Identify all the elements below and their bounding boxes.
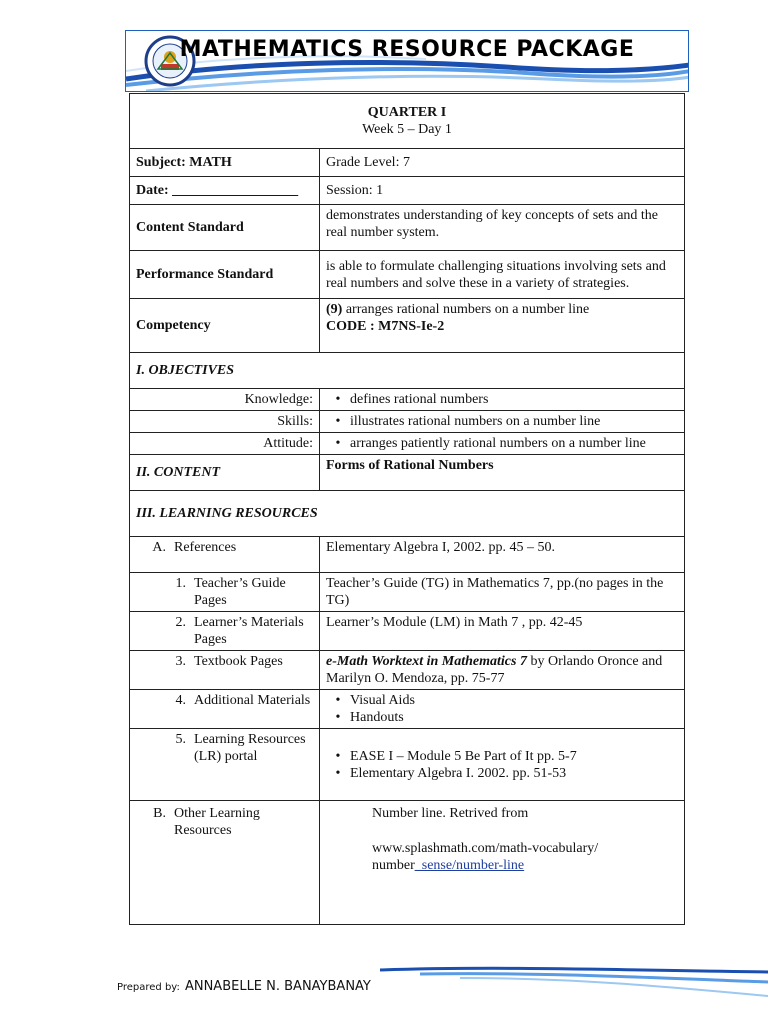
date-cell: Date: __________________	[130, 177, 320, 205]
lr-portal-label-cell	[130, 729, 320, 801]
week-day-label: Week 5 – Day 1	[362, 122, 452, 137]
additional-materials-cell	[320, 690, 685, 729]
additional-materials-label-cell	[130, 690, 320, 729]
attitude-text: arranges patiently rational numbers on a number line	[350, 436, 646, 451]
bullet-icon: •	[335, 414, 341, 429]
lr-portal-item: EASE I – Module 5 Be Part of It pp. 5-7	[350, 748, 577, 764]
other-resources-url-text: number	[372, 858, 415, 873]
teachers-guide-label: Teacher’s Guide Pages	[194, 576, 286, 608]
list-number: 2.	[175, 615, 186, 630]
learners-materials-label: Learner’s Materials Pages	[194, 615, 304, 647]
attitude-cell	[320, 433, 685, 455]
session-cell: Session: 1	[320, 177, 685, 205]
lr-portal-cell	[320, 729, 685, 801]
bullet-icon: •	[335, 710, 341, 725]
list-number: 1.	[175, 576, 186, 591]
bullet-icon: •	[335, 436, 341, 451]
content-standard-value: demonstrates understanding of key concepts of sets and the real number system.	[320, 205, 685, 251]
references-label: References	[174, 540, 237, 555]
learners-materials-value: Learner’s Module (LM) in Math 7 , pp. 42-45	[320, 612, 685, 651]
grade-level-cell: Grade Level: 7	[320, 149, 685, 177]
skills-label: Skills:	[130, 411, 320, 433]
other-resources-label-cell	[130, 801, 320, 925]
learning-resources-heading: III. LEARNING RESOURCES	[130, 491, 685, 537]
other-resources-line1: Number line. Retrived from	[372, 806, 529, 821]
bullet-icon: •	[335, 748, 341, 764]
knowledge-text: defines rational numbers	[350, 392, 489, 407]
quarter-label: QUARTER I	[367, 105, 447, 120]
textbook-title: e-Math Worktext in Mathematics 7	[326, 654, 527, 669]
additional-item: Handouts	[350, 710, 404, 725]
bullet-icon: •	[335, 765, 341, 781]
learners-materials-label-cell	[130, 612, 320, 651]
knowledge-cell	[320, 389, 685, 411]
bullet-icon: •	[335, 392, 341, 407]
knowledge-label: Knowledge:	[130, 389, 320, 411]
references-value: Elementary Algebra I, 2002. pp. 45 – 50.	[320, 537, 685, 573]
textbook-value	[320, 651, 685, 690]
skills-cell	[320, 411, 685, 433]
performance-standard-label: Performance Standard	[130, 251, 320, 299]
other-resources-marker: B.	[153, 806, 166, 821]
teachers-guide-label-cell	[130, 573, 320, 612]
competency-number: (9)	[326, 302, 343, 317]
content-standard-label: Content Standard	[130, 205, 320, 251]
additional-item: Visual Aids	[350, 693, 415, 708]
performance-standard-value: is able to formulate challenging situations involving sets and real numbers and solve these in a variety of strategies.	[320, 251, 685, 299]
other-resources-url-line1: www.splashmath.com/math-vocabulary/	[372, 841, 599, 856]
textbook-label: Textbook Pages	[194, 654, 283, 669]
competency-text: arranges rational numbers on a number line	[342, 302, 590, 317]
footer	[117, 975, 371, 994]
references-label-cell	[130, 537, 320, 573]
document-title: MATHEMATICS RESOURCE PACKAGE	[179, 37, 635, 62]
content-heading: II. CONTENT	[130, 455, 320, 491]
preparer-name: ANNABELLE N. BANAYBANAY	[184, 979, 371, 994]
textbook-authors: by Orlando Oronce and Marilyn O. Mendoza, pp. 75-77	[326, 654, 663, 686]
lesson-plan-table	[129, 93, 685, 925]
document-header	[125, 30, 689, 92]
lr-portal-label: Learning Resources (LR) portal	[194, 732, 306, 764]
references-marker: A.	[152, 540, 166, 555]
textbook-label-cell	[130, 651, 320, 690]
lr-portal-item: Elementary Algebra I. 2002. pp. 51-53	[350, 765, 567, 781]
other-resources-cell	[320, 801, 685, 925]
number-line-link[interactable]: _sense/number-line	[414, 858, 525, 873]
teachers-guide-value: Teacher’s Guide (TG) in Mathematics 7, pp.(no pages in the TG)	[320, 573, 685, 612]
competency-label: Competency	[130, 299, 320, 353]
list-number: 5.	[175, 732, 186, 747]
subject-cell: Subject: MATH	[130, 149, 320, 177]
quarter-cell	[130, 94, 685, 149]
competency-code: CODE : M7NS-Ie-2	[326, 319, 445, 334]
skills-text: illustrates rational numbers on a number line	[350, 414, 601, 429]
content-value: Forms of Rational Numbers	[320, 455, 685, 491]
list-number: 3.	[175, 654, 186, 669]
additional-materials-label: Additional Materials	[194, 693, 311, 708]
bullet-icon: •	[335, 693, 341, 708]
attitude-label: Attitude:	[130, 433, 320, 455]
objectives-heading: I. OBJECTIVES	[130, 353, 685, 389]
competency-cell	[320, 299, 685, 353]
other-resources-label: Other Learning Resources	[174, 806, 260, 838]
prepared-by-label: Prepared by:	[117, 982, 180, 993]
list-number: 4.	[175, 693, 186, 708]
footer-wave-graphic	[380, 960, 768, 1010]
